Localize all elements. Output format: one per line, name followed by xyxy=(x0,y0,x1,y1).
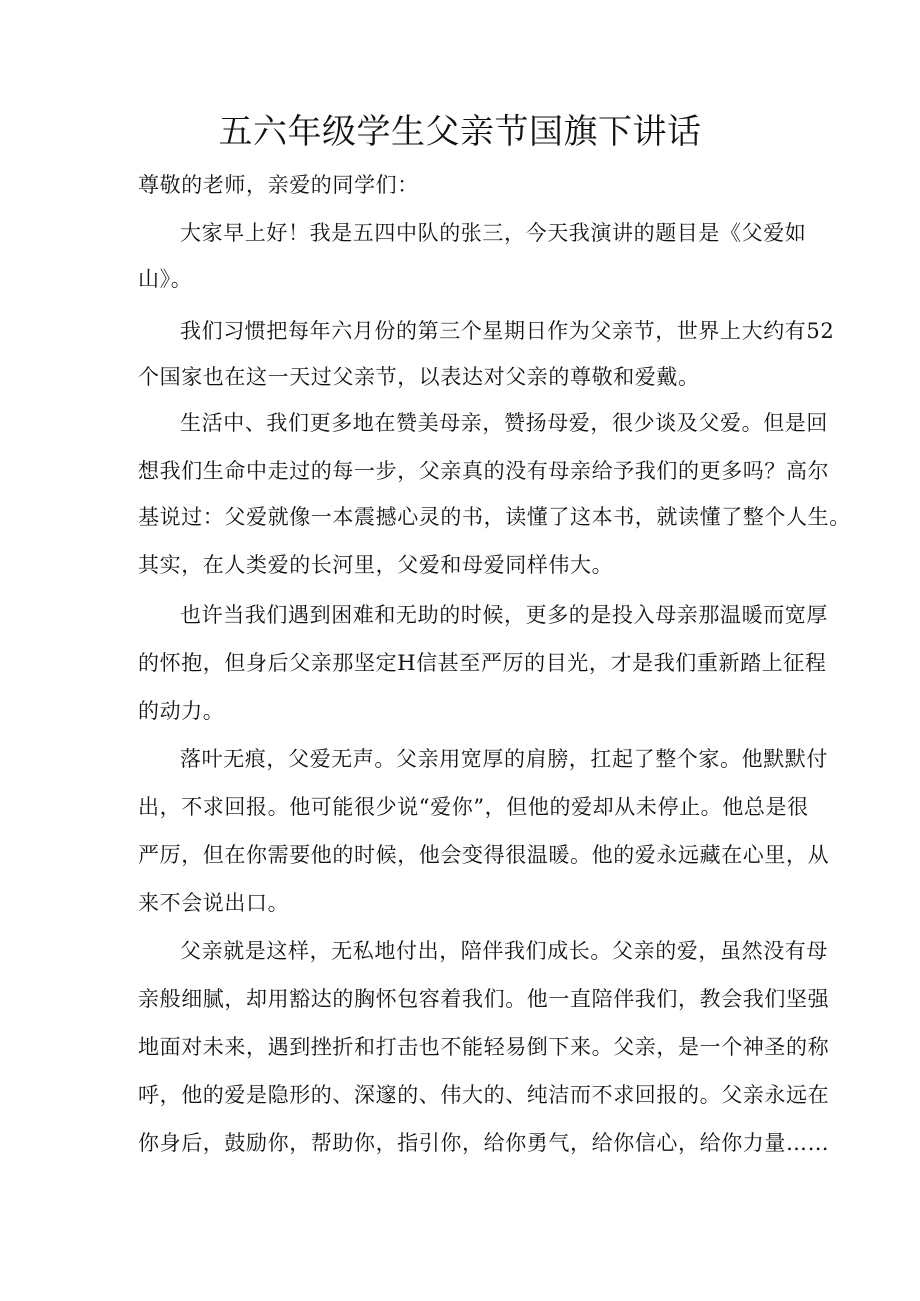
paragraph-line: 来不会说出口。 xyxy=(138,891,290,915)
paragraph-line: 呼，他的爱是隐形的、深邃的、伟大的、纯洁而不求回报的。父亲永远在 xyxy=(138,1083,830,1107)
paragraph-line: 父亲就是这样，无私地付出，陪伴我们成长。父亲的爱，虽然没有母 xyxy=(180,939,828,963)
paragraph-line: 地面对未来，遇到挫折和打击也不能轻易倒下来。父亲，是一个神圣的称 xyxy=(138,1035,830,1059)
paragraph-line: 落叶无痕，父爱无声。父亲用宽厚的肩膀，扛起了整个家。他默默付 xyxy=(180,747,828,771)
document-title: 五六年级学生父亲节国旗下讲话 xyxy=(218,112,702,152)
paragraph-line: 严厉，但在你需要他的时候，他会变得很温暖。他的爱永远藏在心里，从 xyxy=(138,843,830,867)
paragraph-line: 个国家也在这一天过父亲节，以表达对父亲的尊敬和爱戴。 xyxy=(138,365,700,389)
paragraph-line: 山》。 xyxy=(138,267,193,291)
paragraph-line: 我们习惯把每年六月份的第三个星期日作为父亲节，世界上大约有52 xyxy=(180,319,835,343)
paragraph-line: 想我们生命中走过的每一步，父亲真的没有母亲给予我们的更多吗？高尔 xyxy=(138,459,830,483)
paragraph-line: 生活中、我们更多地在赞美母亲，赞扬母爱，很少谈及父爱。但是回 xyxy=(180,411,828,435)
paragraph-line: 其实，在人类爱的长河里，父爱和母爱同样伟大。 xyxy=(138,553,614,577)
paragraph-line: 的怀抱，但身后父亲那坚定H信甚至严厉的目光，才是我们重新踏上征程 xyxy=(138,651,827,675)
paragraph-line: 也许当我们遇到困难和无助的时候，更多的是投入母亲那温暖而宽厚 xyxy=(180,603,828,627)
paragraph-line: 出，不求回报。他可能很少说“爱你”，但他的爱却从未停止。他总是很 xyxy=(138,795,809,819)
paragraph-line: 的动力。 xyxy=(138,699,225,723)
paragraph-line: 你身后，鼓励你，帮助你，指引你，给你勇气，给你信心，给你力量…… xyxy=(138,1131,830,1155)
paragraph-line: 大家早上好！我是五四中队的张三，今天我演讲的题目是《父爱如 xyxy=(180,221,807,245)
paragraph-line: 亲般细腻，却用豁达的胸怀包容着我们。他一直陪伴我们，教会我们坚强 xyxy=(138,987,830,1011)
paragraph-line: 基说过：父爱就像一本震撼心灵的书，读懂了这本书，就读懂了整个人生。 xyxy=(138,505,851,529)
salutation: 尊敬的老师，亲爱的同学们： xyxy=(138,173,419,197)
